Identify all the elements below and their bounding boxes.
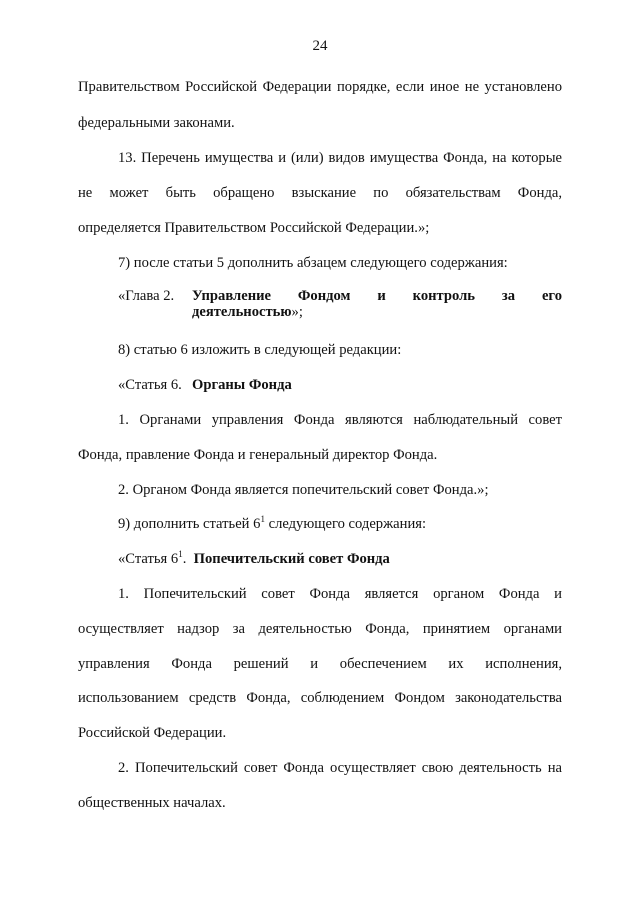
article-6-1-dot: .	[182, 551, 187, 567]
chapter-2-title-line-1: Управление Фондом и контроль за его	[192, 288, 562, 304]
clause-13-line-1: 13. Перечень имущества и (или) видов имущества Фонда, на которые	[118, 150, 562, 166]
article-6-1-p1-line-2: осуществляет надзор за деятельностью Фонда, принятием органами	[78, 621, 562, 637]
item-9-text: 9) дополнить статьей 6	[118, 516, 261, 532]
article-6-1-p1-line-5: Российской Федерации.	[78, 725, 227, 741]
chapter-2-label: «Глава 2.	[118, 288, 175, 304]
article-6-1-superscript: 1	[178, 549, 183, 559]
chapter-2-heading	[118, 288, 562, 320]
item-8: 8) статью 6 изложить в следующей редакции:	[118, 342, 402, 358]
article-6-p2: 2. Органом Фонда является попечительский совет Фонда.»;	[118, 482, 489, 498]
item-9-text-end: следующего содержания:	[264, 516, 427, 532]
article-6-heading	[118, 376, 562, 394]
page-number: 24	[312, 38, 328, 54]
article-6-1-label: «Статья 6	[118, 551, 179, 567]
intro-line-1: Правительством Российской Федерации порядке, если иное не установлено	[78, 79, 562, 95]
chapter-2-title-line-2: деятельностью	[192, 304, 292, 320]
article-6-1-p2-line-2: общественных началах.	[78, 795, 226, 811]
article-6-1-title: Попечительский совет Фонда	[193, 551, 390, 567]
article-6-p1-line-1: 1. Органами управления Фонда являются наблюдательный совет	[118, 412, 562, 428]
article-6-1-p1-line-3: управления Фонда решений и обеспечением их исполнения,	[78, 656, 562, 672]
article-6-title: Органы Фонда	[192, 377, 292, 393]
article-6-1-heading	[118, 550, 562, 569]
clause-13-line-2: не может быть обращено взыскание по обязательствам Фонда,	[78, 185, 562, 201]
article-6-1-p2-line-1: 2. Попечительский совет Фонда осуществляет свою деятельность на	[118, 760, 562, 776]
clause-13-line-3: определяется Правительством Российской Федерации.»;	[78, 220, 430, 236]
article-6-label: «Статья 6.	[118, 377, 182, 393]
article-6-p1-line-2: Фонда, правление Фонда и генеральный директор Фонда.	[78, 447, 438, 463]
item-9	[118, 515, 562, 534]
article-6-1-p1-line-1: 1. Попечительский совет Фонда является органом Фонда и	[118, 586, 562, 602]
item-9-superscript: 1	[260, 514, 265, 524]
item-7: 7) после статьи 5 дополнить абзацем следующего содержания:	[118, 255, 508, 271]
chapter-2-tail: »;	[291, 304, 303, 320]
intro-line-2: федеральными законами.	[78, 115, 235, 131]
article-6-1-p1-line-4: использованием средств Фонда, соблюдением Фондом законодательства	[78, 690, 562, 706]
